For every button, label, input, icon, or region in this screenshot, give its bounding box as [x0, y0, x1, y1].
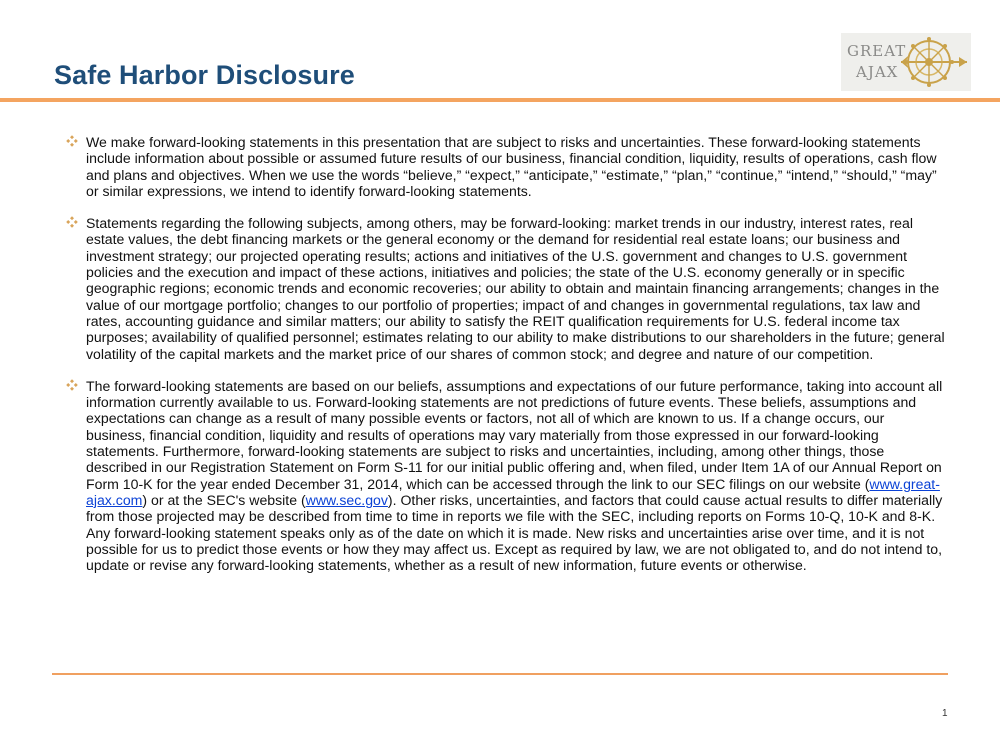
- great-ajax-logo: [841, 33, 971, 91]
- bullet-text-between-links: ) or at the SEC's website (: [142, 491, 306, 508]
- page-title: Safe Harbor Disclosure: [54, 60, 355, 90]
- diamond-bullet-icon: [66, 379, 78, 391]
- bullet-text: Statements regarding the following subjects, among others, may be forward-looking: market trends in our industry, interest rates, real estate values, the debt financing markets or the general economy or the demand for residential real estate loans; our business and investment strategy; our projected operating results; actions and initiatives of the U.S. government and changes to U.S. government policies and the execution and impact of these actions, initiatives and policies; the state of the U.S. economy generally or in specific geographic regions; economic trends and economic recoveries; our ability to obtain and maintain financing arrangements; changes in the value of our mortgage portfolio; changes to our portfolio of properties; impact of and changes in governmental regulations, tax law and rates, accounting guidance and similar matters; our ability to satisfy the REIT qualification requirements for U.S. federal income tax purposes; availability of qualified personnel; estimates relating to our ability to make distributions to our shareholders in the future; general volatility of the capital markets and the market price of our shares of common stock; and degree and nature of our competition.: [86, 215, 945, 362]
- bullet-text: We make forward-looking statements in this presentation that are subject to risks and uncertainties. These forward-looking statements include information about possible or assumed future results of our business, financial condition, liquidity, results of operations, cash flow and plans and objectives. When we use the words “believe,” “expect,” “anticipate,” “estimate,” “plan,” “continue,” “intend,” “should,” “may” or similar expressions, we intend to identify forward-looking statements.: [86, 134, 937, 199]
- page-number: 1: [942, 708, 948, 719]
- great-ajax-website-link[interactable]: www.great-ajax.com: [86, 475, 940, 508]
- disclosure-bullet-2: [66, 215, 946, 362]
- bullet-text-after-link: ). Other risks, uncertainties, and factors that could cause actual results to differ materially from those projected may be described from time to time in reports we file with the SEC, including reports on Forms 10-Q, 10-K and 8-K. Any forward-looking statement speaks only as of the date on which it is made. New risks and uncertainties arise over time, and it is not possible for us to predict those events or how they may affect us. Except as required by law, we are not obligated to, and do not intend to, update or revise any forward-looking statements, whether as a result of new information, future events or otherwise.: [86, 491, 943, 574]
- ship-wheel-arrow-icon: [899, 35, 969, 89]
- diamond-bullet-icon: [66, 216, 78, 228]
- footer-divider: [52, 673, 948, 675]
- disclosure-bullet-1: [66, 134, 946, 199]
- diamond-bullet-icon: [66, 135, 78, 147]
- disclosure-bullet-3: [66, 378, 946, 574]
- disclosure-body: [66, 134, 946, 589]
- sec-website-link[interactable]: www.sec.gov: [305, 491, 388, 508]
- header-divider: [0, 98, 1000, 102]
- bullet-text-before-link: The forward-looking statements are based on our beliefs, assumptions and expectations of our future performance, taking into account all information currently available to us. Forward-looking statements are not predictions of future events. These beliefs, assumptions and expectations can change as a result of many possible events or factors, not all of which are known to us. If a change occurs, our business, financial condition, liquidity and results of operations may vary materially from those expressed in our forward-looking statements. Furthermore, forward-looking statements are subject to risks and uncertainties, including, among other things, those described in our Registration Statement on Form S-11 for our initial public offering and, when filed, under Item 1A of our Annual Report on Form 10-K for the year ended December 31, 2014, which can be accessed through the link to our SEC filings on our website (: [86, 377, 943, 492]
- logo-word-great: GREAT: [847, 42, 907, 60]
- logo-word-ajax: AJAX: [856, 63, 899, 81]
